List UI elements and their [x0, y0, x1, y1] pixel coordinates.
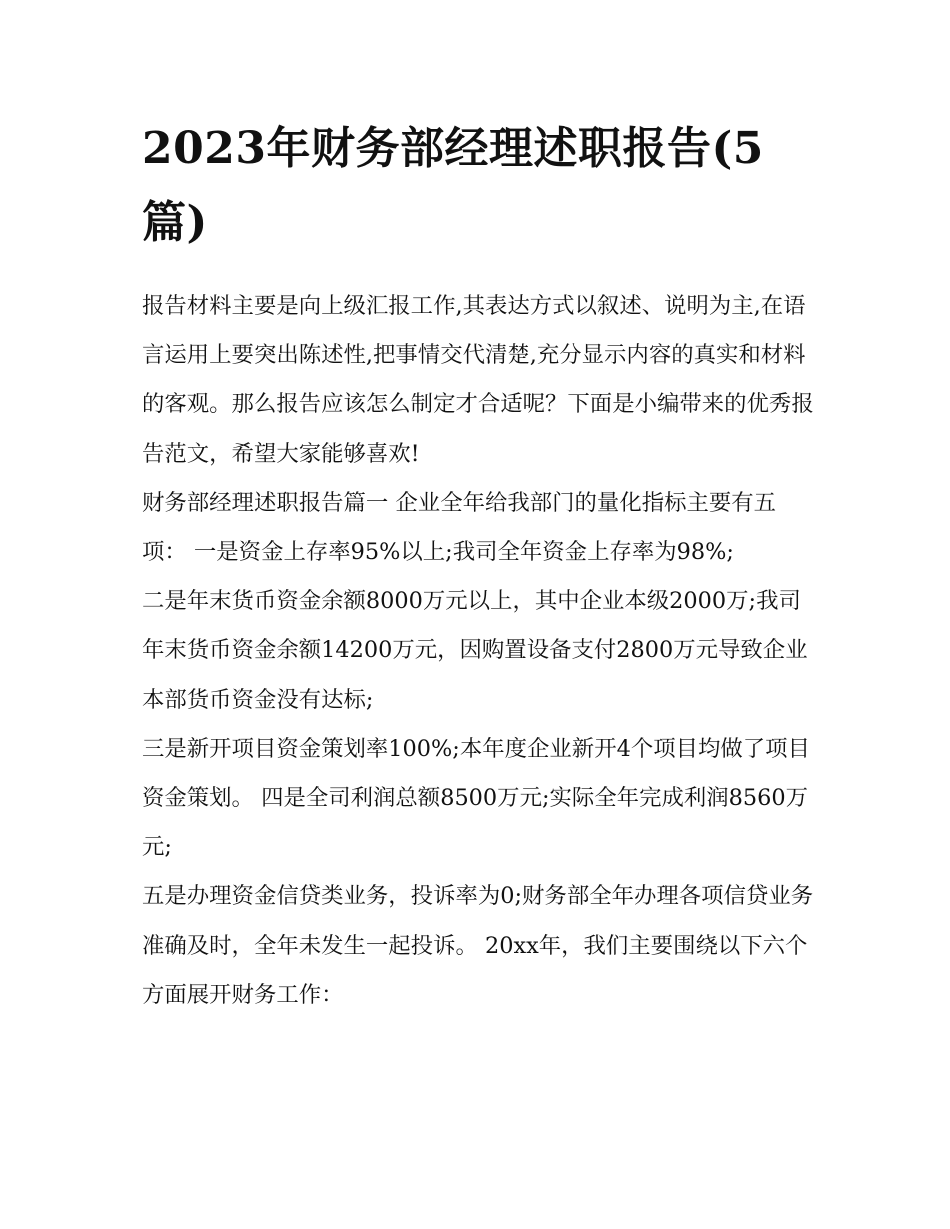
paragraph-quota-one: 财务部经理述职报告篇一 企业全年给我部门的量化指标主要有五项： 一是资金上存率95%以上;我司全年资金上存率为98%;: [142, 489, 777, 566]
document-page: [142, 112, 814, 1020]
paragraph-quota-three-four: 三是新开项目资金策划率100%;本年度企业新开4个项目均做了项目资金策划。 四是全司利润总额8500万元;实际全年完成利润8560万元;: [142, 735, 810, 861]
paragraph-quota-two: 二是年末货币资金余额8000万元以上，其中企业本级2000万;我司年末货币资金余额14200万元，因购置设备支付2800万元导致企业本部货币资金没有达标;: [142, 588, 808, 713]
paragraph-quota-five: 五是办理资金信贷类业务，投诉率为0;财务部全年办理各项信贷业务准确及时，全年未发生一起投诉。 20xx年，我们主要围绕以下六个方面展开财务工作：: [142, 883, 814, 1008]
document-body: [142, 282, 814, 1020]
document-title: 2023年财务部经理述职报告(5篇): [142, 123, 764, 248]
paragraph-intro: 报告材料主要是向上级汇报工作,其表达方式以叙述、说明为主,在语言运用上要突出陈述性,把事情交代清楚,充分显示内容的真实和材料的客观。那么报告应该怎么制定才合适呢？下面是小编带来的优秀报告范文，希望大家能够喜欢!: [142, 293, 814, 467]
